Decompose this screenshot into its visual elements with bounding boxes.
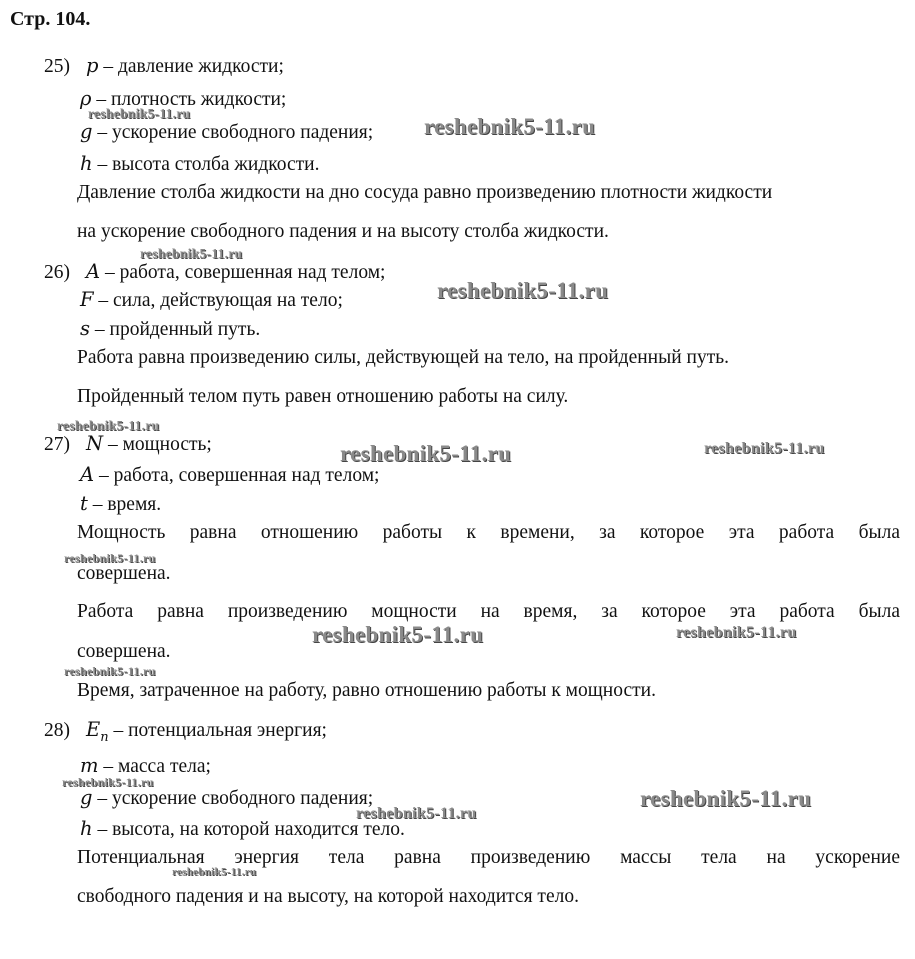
symbol: ρ xyxy=(80,87,92,110)
definition: – сила, действующая на тело; xyxy=(93,290,343,311)
problem-28-line-1 xyxy=(44,718,327,750)
watermark: reshebnik5-11.ru xyxy=(57,418,160,433)
definition: – ускорение свободного падения; xyxy=(92,788,374,809)
symbol: g xyxy=(80,786,93,809)
definition: – масса тела; xyxy=(98,756,211,777)
watermark: reshebnik5-11.ru xyxy=(640,786,812,811)
symbol: t xyxy=(80,492,88,515)
definition: – мощность; xyxy=(103,434,212,455)
page-title: Стр. 104. xyxy=(10,8,91,30)
definition: – высота столба жидкости. xyxy=(92,154,320,175)
watermark: reshebnik5-11.ru xyxy=(140,246,243,261)
problem-25-line-4 xyxy=(80,152,319,177)
problem-26-paragraph-1: Работа равна произведению силы, действующей на тело, на пройденный путь. xyxy=(77,347,729,368)
problem-27-paragraph-2-line-1: Работа равна произведению мощности на время, за которое эта работа была xyxy=(77,601,900,622)
problem-28-paragraph-line-2: свободного падения и на высоту, на которой находится тело. xyxy=(77,886,579,907)
definition: – потенциальная энергия; xyxy=(108,720,327,741)
problem-number: 28) xyxy=(44,720,70,741)
problem-25-line-1 xyxy=(44,54,284,79)
definition: – пройденный путь. xyxy=(90,319,261,340)
problem-number: 25) xyxy=(44,56,70,77)
problem-28-paragraph-line-1: Потенциальная энергия тела равна произведению массы тела на ускорение xyxy=(77,847,900,868)
definition: – высота, на которой находится тело. xyxy=(92,819,405,840)
problem-27-line-3 xyxy=(80,492,161,517)
symbol: s xyxy=(80,317,91,340)
watermark: reshebnik5-11.ru xyxy=(356,805,477,822)
symbol: h xyxy=(80,817,93,840)
definition: – плотность жидкости; xyxy=(91,89,287,110)
symbol: p xyxy=(86,54,99,77)
definition: – ускорение свободного падения; xyxy=(92,122,374,143)
problem-25-paragraph-line-2: на ускорение свободного падения и на высоту столба жидкости. xyxy=(77,221,609,242)
definition: – время. xyxy=(87,494,162,515)
problem-27-line-1 xyxy=(44,432,212,457)
symbol: F xyxy=(80,288,94,311)
problem-27-paragraph-3: Время, затраченное на работу, равно отношению работы к мощности. xyxy=(77,680,656,701)
problem-26-line-3 xyxy=(80,317,260,342)
definition: – работа, совершенная над телом; xyxy=(94,465,380,486)
watermark: reshebnik5-11.ru xyxy=(424,114,596,139)
problem-26-line-1 xyxy=(44,260,385,285)
problem-number: 27) xyxy=(44,434,70,455)
watermark: reshebnik5-11.ru xyxy=(64,551,156,565)
problem-26-paragraph-2: Пройденный телом путь равен отношению работы на силу. xyxy=(77,386,569,407)
symbol: N xyxy=(86,432,104,455)
problem-27-paragraph-1-line-2: совершена. xyxy=(77,563,171,584)
watermark: reshebnik5-11.ru xyxy=(64,664,156,678)
problem-number: 26) xyxy=(44,262,70,283)
watermark: reshebnik5-11.ru xyxy=(312,622,484,647)
symbol: E xyxy=(86,718,101,741)
symbol: h xyxy=(80,152,93,175)
symbol-subscript: п xyxy=(100,729,109,745)
definition: – работа, совершенная над телом; xyxy=(100,262,386,283)
symbol: m xyxy=(80,754,99,777)
watermark: reshebnik5-11.ru xyxy=(676,624,797,641)
symbol: A xyxy=(86,260,101,283)
watermark: reshebnik5-11.ru xyxy=(340,441,512,466)
problem-26-line-2 xyxy=(80,288,343,313)
watermark: reshebnik5-11.ru xyxy=(437,278,609,303)
definition: – давление жидкости; xyxy=(98,56,284,77)
problem-27-paragraph-1-line-1: Мощность равна отношению работы к времени, за которое эта работа была xyxy=(77,522,900,543)
watermark: reshebnik5-11.ru xyxy=(172,866,257,878)
symbol: A xyxy=(80,463,95,486)
symbol: g xyxy=(80,120,93,143)
watermark: reshebnik5-11.ru xyxy=(704,440,825,457)
problem-27-line-2 xyxy=(80,463,379,488)
watermark: reshebnik5-11.ru xyxy=(88,106,191,121)
problem-27-paragraph-2-line-2: совершена. xyxy=(77,641,171,662)
problem-25-paragraph-line-1: Давление столба жидкости на дно сосуда равно произведению плотности жидкости xyxy=(77,182,773,203)
problem-25-line-3 xyxy=(80,120,373,145)
watermark: reshebnik5-11.ru xyxy=(62,775,154,789)
